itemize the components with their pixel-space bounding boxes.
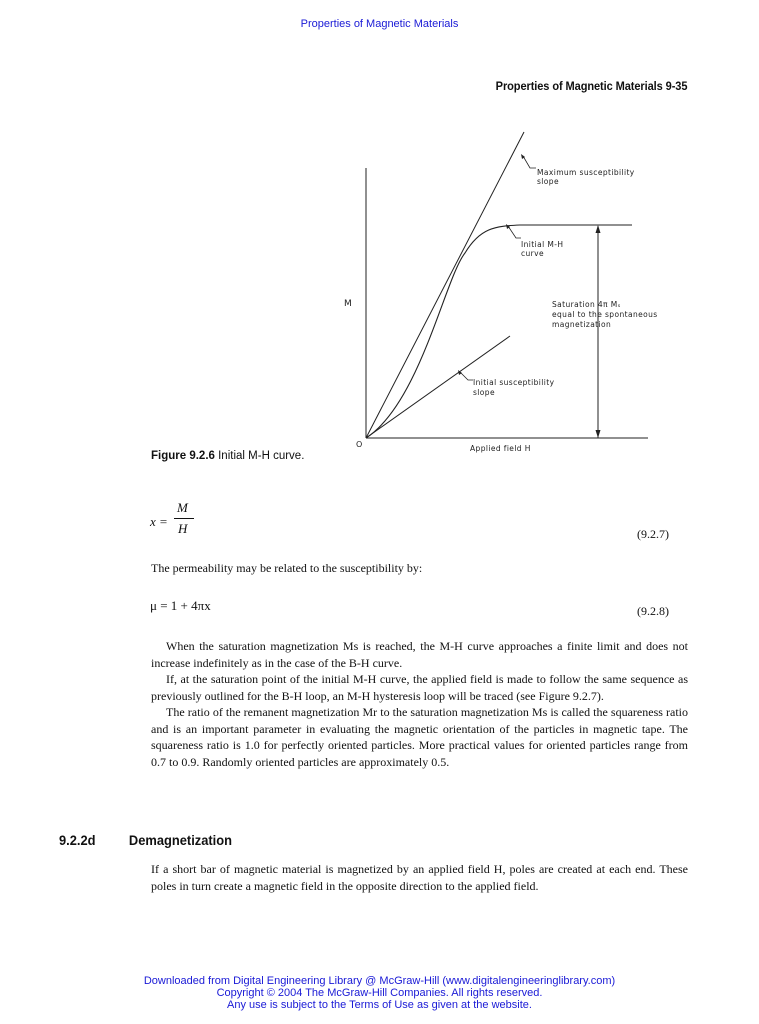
- footer-line-2: Copyright © 2004 The McGraw-Hill Companies. All rights reserved.: [216, 987, 543, 999]
- paragraph-saturation: When the saturation magnetization Ms is reached, the M-H curve approaches a finite limit and does not increase indefinitely as in the case of the B-H curve.: [151, 639, 688, 670]
- leader-max-slope: [523, 156, 536, 168]
- label-initial-curve-2: curve: [521, 249, 545, 258]
- saturation-arrow-bottom: [596, 430, 601, 438]
- equation-intro: The permeability may be related to the susceptibility by:: [151, 561, 423, 575]
- eq1-number: (9.2.7): [637, 527, 669, 541]
- eq1-denominator: H: [178, 521, 188, 536]
- label-saturation-2: equal to the spontaneous: [552, 310, 658, 319]
- caption-label: Figure 9.2.6: [151, 450, 215, 462]
- label-y-axis: M: [344, 299, 353, 309]
- leader-initial-curve: [508, 226, 521, 238]
- figure-caption: [151, 450, 304, 462]
- label-initial-slope-2: slope: [473, 388, 495, 397]
- eq1-numerator: M: [177, 500, 188, 515]
- label-x-axis: Applied field H: [470, 444, 531, 453]
- label-saturation-3: magnetization: [552, 320, 612, 329]
- footer-line-1[interactable]: Downloaded from Digital Engineering Library @ McGraw-Hill (www.digitalengineeringlibrary.com): [143, 975, 616, 987]
- paragraph-squareness: The ratio of the remanent magnetization Mr to the saturation magnetization Ms is called the squareness ratio and is an important parameter in evaluating the magnetic orientation of the particles in magnetic tape. The squareness ratio is 1.0 for perfectly oriented particles. More practical values for oriented particles range from 0.7 to 0.9. Randomly oriented particles are approximately 0.5.: [151, 705, 688, 769]
- footer-line-3[interactable]: Any use is subject to the Terms of Use as given at the website.: [227, 999, 532, 1011]
- footer: [0, 975, 759, 1011]
- caption-text: Initial M-H curve.: [214, 450, 305, 462]
- label-origin: O: [356, 440, 363, 449]
- body-paragraphs: [151, 638, 688, 770]
- initial-mh-curve: [366, 225, 632, 438]
- label-initial-slope-1: Initial susceptibility: [473, 378, 555, 387]
- initial-susceptibility-line: [366, 336, 510, 438]
- max-susceptibility-line: [366, 132, 524, 438]
- eq2: μ = 1 + 4πx: [150, 598, 211, 613]
- section-text: If a short bar of magnetic material is magnetized by an applied field H, poles are created at each end. These poles in turn create a magnetic field in the opposite direction to the applied field.: [151, 862, 688, 893]
- section-number: 9.2.2d: [59, 832, 96, 848]
- saturation-arrow-top: [596, 225, 601, 233]
- label-max-slope-2: slope: [537, 177, 559, 186]
- label-saturation-1: Saturation 4π Mₛ: [552, 300, 621, 309]
- mh-curve-diagram: [330, 128, 670, 458]
- mh-curve-figure: [330, 128, 670, 458]
- eq1-fraction-bar: [174, 518, 194, 519]
- label-max-slope-1: Maximum susceptibility: [537, 168, 635, 177]
- running-head: Properties of Magnetic Materials 9-35: [495, 79, 687, 93]
- paragraph-hysteresis: If, at the saturation point of the initial M-H curve, the applied field is made to follow the same sequence as previously outlined for the B-H loop, an M-H hysteresis loop will be traced (see Figure 9.2.7).: [151, 672, 688, 703]
- top-title-link[interactable]: Properties of Magnetic Materials: [300, 18, 459, 30]
- eq1-lhs: x =: [150, 514, 168, 529]
- eq2-number: (9.2.8): [637, 604, 669, 618]
- label-initial-curve-1: Initial M-H: [521, 240, 564, 249]
- leader-initial-slope: [460, 372, 473, 380]
- section-title: Demagnetization: [128, 832, 232, 848]
- section-heading: [59, 832, 232, 848]
